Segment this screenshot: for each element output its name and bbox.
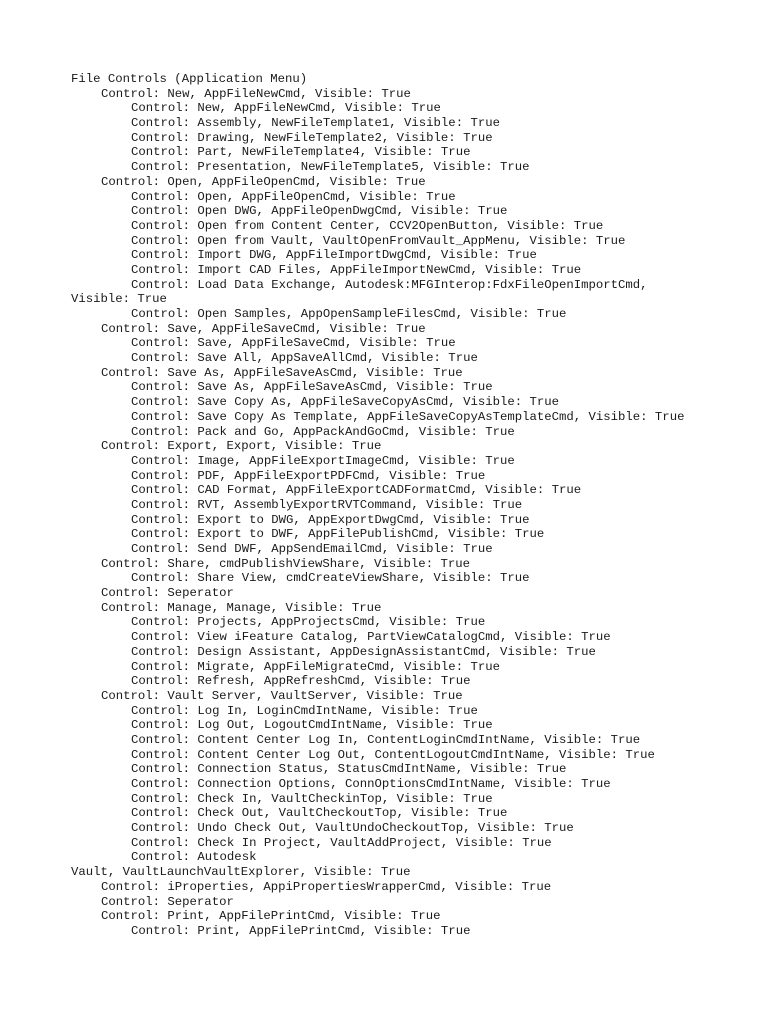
text-line: Control: Open, AppFileOpenCmd, Visible: True xyxy=(101,174,426,189)
text-line: Control: Open DWG, AppFileOpenDwgCmd, Visible: True xyxy=(131,204,508,219)
text-line: Control: Save Copy As Template, AppFileSaveCopyAsTemplateCmd, Visible: True xyxy=(131,409,685,424)
text-line: Control: Send DWF, AppSendEmailCmd, Visible: True xyxy=(131,542,493,556)
text-line: Control: Print, AppFilePrintCmd, Visible: True xyxy=(101,909,441,924)
text-line: Control: Pack and Go, AppPackAndGoCmd, Visible: True xyxy=(131,424,515,439)
text-line: Control: Image, AppFileExportImageCmd, Visible: True xyxy=(131,453,515,468)
text-line: Control: Open from Vault, VaultOpenFromVault_AppMenu, Visible: True xyxy=(131,233,626,248)
text-line: Control: Export, Export, Visible: True xyxy=(101,439,382,454)
text-line: Control: Save All, AppSaveAllCmd, Visible: True xyxy=(131,351,478,366)
text-line: Control: Connection Status, StatusCmdIntName, Visible: True xyxy=(131,762,567,777)
document-body xyxy=(71,72,761,939)
text-line: Control: Check In Project, VaultAddProject, Visible: True xyxy=(131,835,552,850)
text-line: Control: New, AppFileNewCmd, Visible: True xyxy=(131,101,441,116)
text-line: Control: Content Center Log Out, ContentLogoutCmdIntName, Visible: True xyxy=(131,747,655,762)
text-line: Control: Drawing, NewFileTemplate2, Visible: True xyxy=(131,130,493,145)
text-line: Control: RVT, AssemblyExportRVTCommand, Visible: True xyxy=(131,497,523,512)
text-line: Control: Print, AppFilePrintCmd, Visible: True xyxy=(131,923,471,938)
text-line: Control: Migrate, AppFileMigrateCmd, Visible: True xyxy=(131,659,500,674)
text-line: Control: Import CAD Files, AppFileImportNewCmd, Visible: True xyxy=(131,262,582,277)
text-line: Control: Export to DWG, AppExportDwgCmd, Visible: True xyxy=(131,512,530,527)
text-line: Control: View iFeature Catalog, PartViewCatalogCmd, Visible: True xyxy=(131,630,611,645)
text-line: Control: Assembly, NewFileTemplate1, Visible: True xyxy=(131,116,500,131)
text-line: Control: Share View, cmdCreateViewShare, Visible: True xyxy=(131,571,530,586)
text-line: Control: Open Samples, AppOpenSampleFilesCmd, Visible: True xyxy=(131,307,567,321)
text-line: Control: iProperties, AppiPropertiesWrapperCmd, Visible: True xyxy=(101,879,552,894)
text-line: Control: Projects, AppProjectsCmd, Visible: True xyxy=(131,615,486,630)
text-line: Control: Part, NewFileTemplate4, Visible: True xyxy=(131,145,471,160)
text-line: Control: Log Out, LogoutCmdIntName, Visible: True xyxy=(131,718,493,733)
text-line: Control: CAD Format, AppFileExportCADFormatCmd, Visible: True xyxy=(131,483,582,498)
text-line: Control: New, AppFileNewCmd, Visible: True xyxy=(101,86,411,101)
text-line: Control: Undo Check Out, VaultUndoCheckoutTop, Visible: True xyxy=(131,821,574,836)
text-line: Control: Open from Content Center, CCV2OpenButton, Visible: True xyxy=(131,218,604,233)
text-line: Control: Share, cmdPublishViewShare, Visible: True xyxy=(101,556,470,571)
text-line: Control: Open, AppFileOpenCmd, Visible: True xyxy=(131,189,456,204)
text-line: Control: Autodesk xyxy=(131,850,257,865)
text-line: Control: Seperator xyxy=(101,586,234,601)
text-line: File Controls (Application Menu) xyxy=(71,72,308,86)
text-line: Control: Import DWG, AppFileImportDwgCmd, Visible: True xyxy=(131,248,537,263)
text-line: Control: Manage, Manage, Visible: True xyxy=(101,600,382,615)
text-line: Control: Refresh, AppRefreshCmd, Visible: True xyxy=(131,674,471,689)
text-line: Control: Save Copy As, AppFileSaveCopyAsCmd, Visible: True xyxy=(131,395,560,410)
text-line: Control: Seperator xyxy=(101,894,234,909)
text-line: Control: Check Out, VaultCheckoutTop, Visible: True xyxy=(131,806,508,821)
text-line: Control: Log In, LoginCmdIntName, Visible: True xyxy=(131,703,478,718)
text-line: Vault, VaultLaunchVaultExplorer, Visible: True xyxy=(71,865,411,880)
text-line: Visible: True xyxy=(71,292,167,307)
text-line: Control: Load Data Exchange, Autodesk:MFGInterop:FdxFileOpenImportCmd, xyxy=(131,277,648,292)
text-line: Control: Design Assistant, AppDesignAssistantCmd, Visible: True xyxy=(131,644,596,659)
text-line: Control: Save, AppFileSaveCmd, Visible: True xyxy=(101,321,426,336)
text-line: Control: Save As, AppFileSaveAsCmd, Visible: True xyxy=(131,380,493,395)
text-line: Control: Presentation, NewFileTemplate5, Visible: True xyxy=(131,160,530,175)
text-line: Control: Vault Server, VaultServer, Visible: True xyxy=(101,688,463,703)
text-line: Control: Save As, AppFileSaveAsCmd, Visible: True xyxy=(101,365,463,380)
text-line: Control: Connection Options, ConnOptionsCmdIntName, Visible: True xyxy=(131,777,611,791)
text-line: Control: Export to DWF, AppFilePublishCmd, Visible: True xyxy=(131,527,545,542)
text-line: Control: PDF, AppFileExportPDFCmd, Visible: True xyxy=(131,468,486,483)
text-line: Control: Save, AppFileSaveCmd, Visible: True xyxy=(131,336,456,351)
text-line: Control: Content Center Log In, ContentLoginCmdIntName, Visible: True xyxy=(131,732,641,747)
text-line: Control: Check In, VaultCheckinTop, Visible: True xyxy=(131,791,493,806)
